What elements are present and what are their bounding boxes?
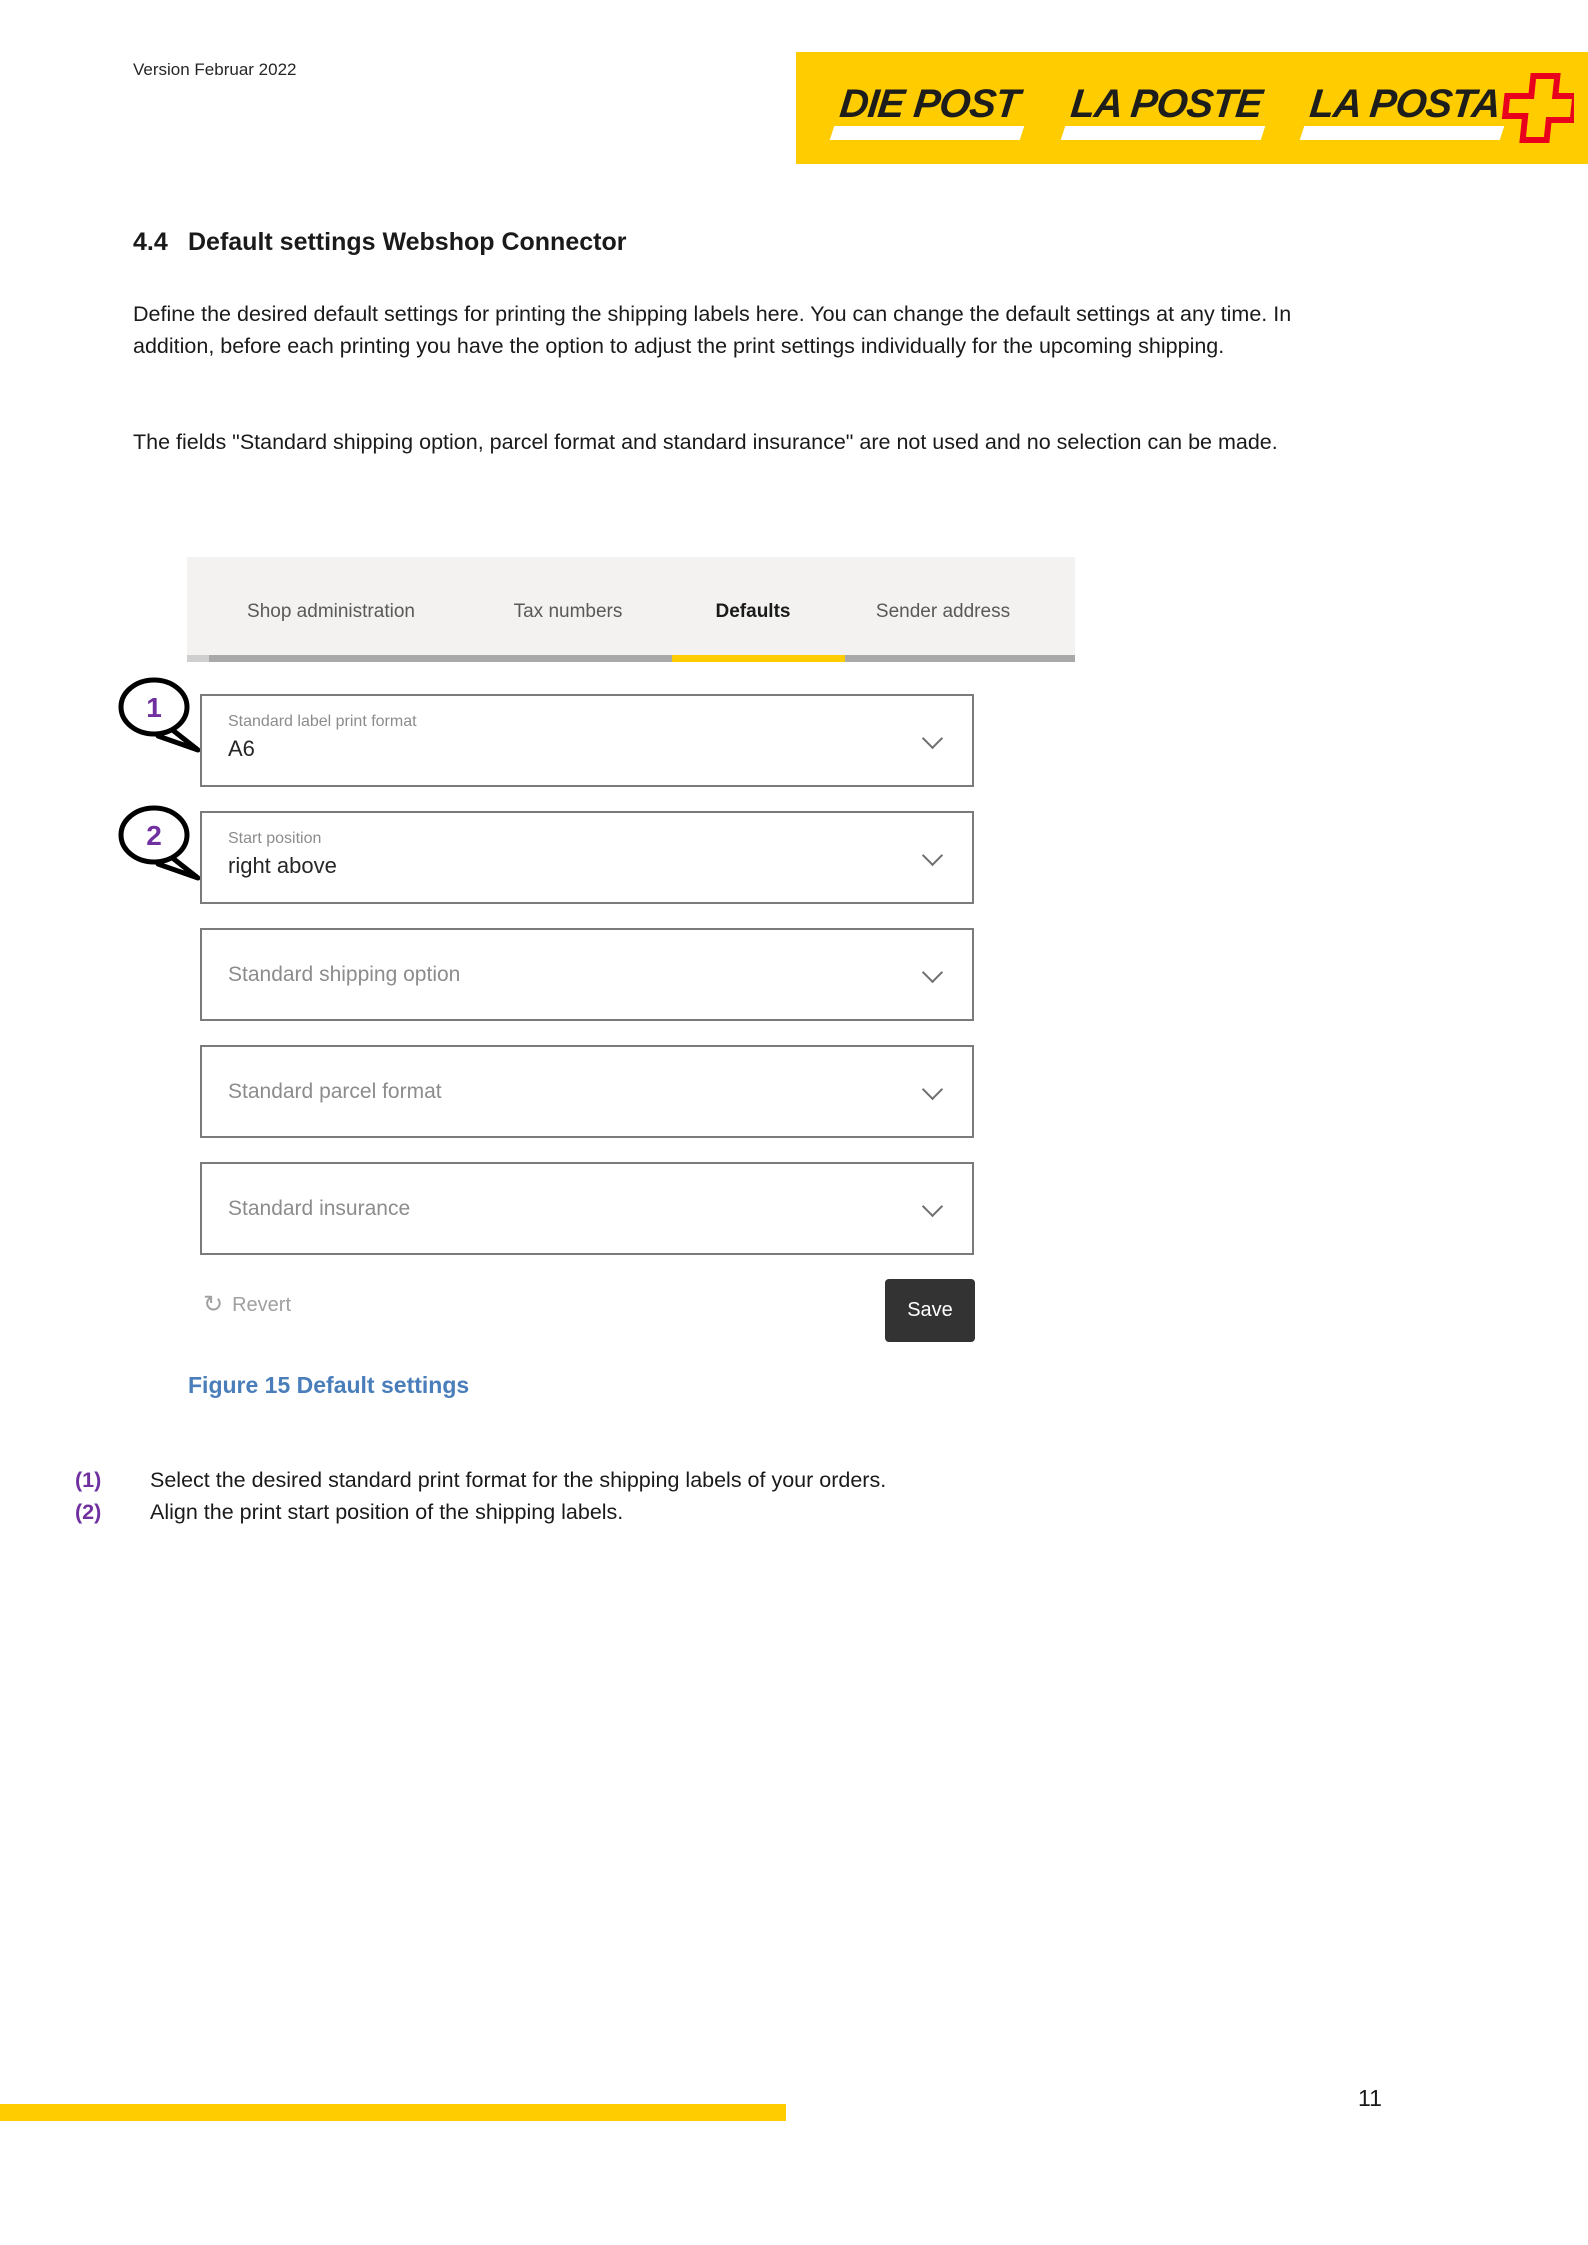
callout-2-number: 2	[146, 820, 162, 851]
section-number: 4.4	[133, 228, 168, 256]
field-label: Start position	[228, 830, 322, 847]
select-standard-parcel-format[interactable]	[200, 1045, 974, 1138]
version-label: Version Februar 2022	[133, 60, 297, 79]
paragraph-intro: Define the desired default settings for printing the shipping labels here. You can change the default settings at any time. In addition, before each printing you have the option to adjust the print settings individually for the upcoming shipping.	[133, 302, 1292, 358]
revert-button[interactable]	[203, 1293, 291, 1317]
tab-bar	[187, 557, 1075, 655]
tab-underline	[187, 655, 1075, 662]
logo-underline	[1300, 126, 1505, 140]
refresh-icon: ↻	[203, 1291, 224, 1318]
note-2-number: (2)	[75, 1500, 102, 1524]
revert-label: Revert	[232, 1293, 292, 1316]
field-label: Standard label print format	[228, 713, 417, 730]
field-label: Standard parcel format	[228, 1079, 442, 1103]
callout-2	[110, 804, 205, 886]
tab-defaults[interactable]: Defaults	[715, 601, 791, 622]
swiss-cross-icon	[1496, 70, 1574, 150]
chevron-down-icon[interactable]	[922, 961, 943, 982]
paragraph-note: The fields "Standard shipping option, parcel format and standard insurance" are not used and no selection can be made.	[133, 430, 1278, 454]
post-logo	[796, 52, 1588, 164]
field-value: A6	[228, 736, 255, 761]
save-button[interactable]: Save	[885, 1279, 975, 1342]
logo-underline	[1061, 126, 1266, 140]
tab-tax-numbers[interactable]: Tax numbers	[513, 601, 623, 622]
tab-active-indicator	[672, 655, 845, 662]
note-2-text: Align the print start position of the shipping labels.	[150, 1500, 624, 1524]
section-title: Default settings Webshop Connector	[188, 228, 627, 256]
select-start-position[interactable]	[200, 811, 974, 904]
note-1-number: (1)	[75, 1468, 102, 1492]
field-label: Standard insurance	[228, 1196, 411, 1220]
chevron-down-icon[interactable]	[922, 1078, 943, 1099]
page-number: 11	[1358, 2085, 1382, 2111]
logo-underline	[830, 126, 1025, 140]
footer-bar	[0, 2104, 786, 2121]
tab-shop-administration[interactable]: Shop administration	[247, 601, 415, 622]
select-standard-insurance[interactable]	[200, 1162, 974, 1255]
chevron-down-icon[interactable]	[922, 1195, 943, 1216]
callout-1	[110, 676, 205, 758]
select-standard-shipping-option[interactable]	[200, 928, 974, 1021]
chevron-down-icon[interactable]	[922, 727, 943, 748]
tab-underline-stub	[187, 655, 209, 662]
logo-wordmark-die-post: DIE POST	[840, 82, 1030, 142]
field-label: Standard shipping option	[228, 962, 461, 986]
tab-sender-address[interactable]: Sender address	[875, 601, 1011, 622]
field-value: right above	[228, 853, 337, 878]
select-standard-label-print-format[interactable]	[200, 694, 974, 787]
figure-caption: Figure 15 Default settings	[188, 1372, 470, 1398]
chevron-down-icon[interactable]	[922, 844, 943, 865]
logo-wordmark-la-posta: LA POSTA	[1310, 82, 1510, 142]
note-1-text: Select the desired standard print format for the shipping labels of your orders.	[150, 1468, 887, 1492]
logo-wordmark-la-poste: LA POSTE	[1071, 82, 1271, 142]
callout-1-number: 1	[146, 692, 162, 723]
